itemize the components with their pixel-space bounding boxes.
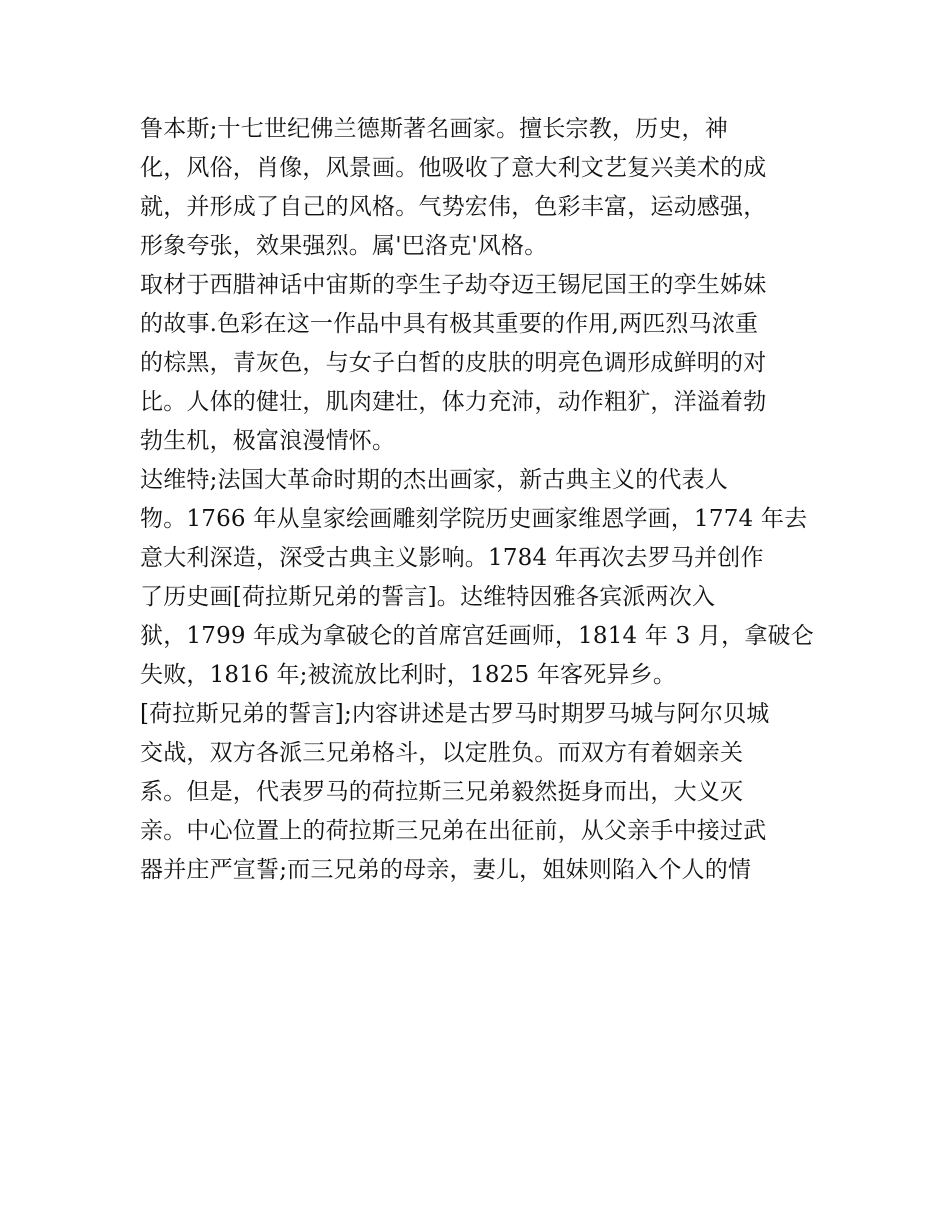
text-line: 意大利深造，深受古典主义影响。1784 年再次去罗马并创作 [140, 545, 764, 571]
document-body [140, 110, 820, 890]
text-line: 物。1766 年从皇家绘画雕刻学院历史画家维恩学画，1774 年去 [140, 506, 808, 532]
text-line: 就，并形成了自己的风格。气势宏伟，色彩丰富，运动感强， [140, 194, 767, 220]
text-line: 系。但是，代表罗马的荷拉斯三兄弟毅然挺身而出，大义灭 [140, 779, 744, 805]
text-line: 的故事.色彩在这一作品中具有极其重要的作用,两匹烈马浓重 [140, 311, 759, 337]
text-line: 勃生机，极富浪漫情怀。 [140, 428, 396, 454]
text-line: 比。人体的健壮，肌肉建壮，体力充沛，动作粗犷，洋溢着勃 [140, 389, 767, 415]
text-line: 器并庄严宣誓;而三兄弟的母亲，妻儿，姐妹则陷入个人的情 [140, 857, 752, 883]
text-line: 取材于西腊神话中宙斯的孪生子劫夺迈王锡尼国王的孪生姊妹 [140, 272, 767, 298]
text-line: 了历史画[荷拉斯兄弟的誓言]。达维特因雅各宾派两次入 [140, 584, 716, 610]
text-line: 鲁本斯;十七世纪佛兰德斯著名画家。擅长宗教，历史，神 [140, 116, 728, 142]
text-line: 失败，1816 年;被流放比利时，1825 年客死异乡。 [140, 662, 677, 688]
text-line: 亲。中心位置上的荷拉斯三兄弟在出征前，从父亲手中接过武 [140, 818, 767, 844]
text-line: 狱，1799 年成为拿破仑的首席宫廷画师，1814 年 3 月，拿破仑 [140, 623, 814, 649]
text-line: 达维特;法国大革命时期的杰出画家，新古典主义的代表人 [140, 467, 728, 493]
text-line: 的棕黑，青灰色，与女子白皙的皮肤的明亮色调形成鲜明的对 [140, 350, 767, 376]
text-line: 形象夸张，效果强烈。属'巴洛克'风格。 [140, 233, 548, 259]
text-line: [荷拉斯兄弟的誓言];内容讲述是古罗马时期罗马城与阿尔贝城 [140, 701, 770, 727]
text-line: 交战，双方各派三兄弟格斗，以定胜负。而双方有着姻亲关 [140, 740, 744, 766]
text-line: 化，风俗，肖像，风景画。他吸收了意大利文艺复兴美术的成 [140, 155, 767, 181]
